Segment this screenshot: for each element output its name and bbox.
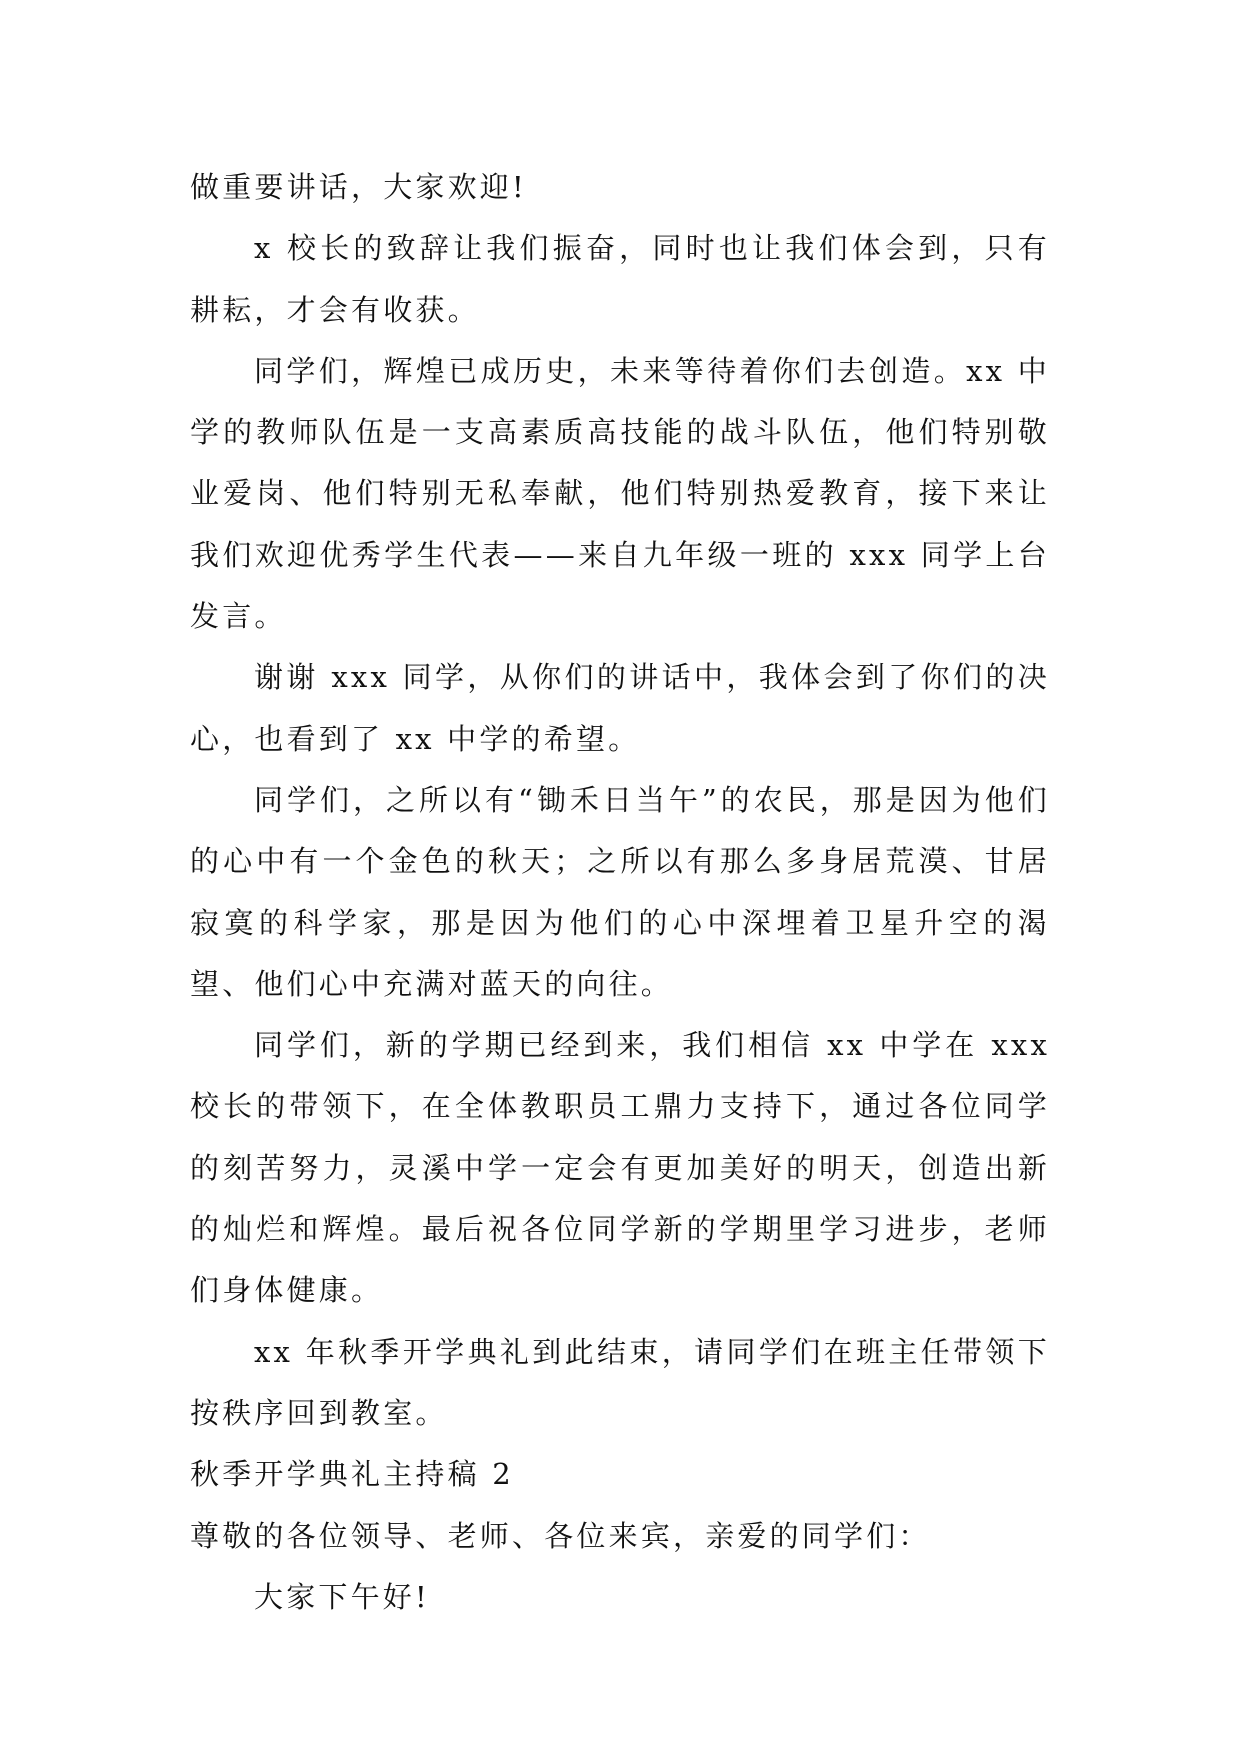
section-title: 秋季开学典礼主持稿 2 [190,1457,514,1492]
paragraph-farmer-scientist: 同学们，之所以有“锄禾日当午”的农民，那是因为他们的心中有一个金色的秋天；之所以有那么多身居荒漠、甘居寂寞的科学家，那是因为他们的心中深埋着卫星升空的渴望、他们心中充满对蓝天的向往。 [190,782,1050,1001]
paragraph-speech-intro: 做重要讲话，大家欢迎! [190,170,527,204]
greeting: 大家下午好! [254,1579,430,1614]
salutation: 尊敬的各位领导、老师、各位来宾，亲爱的同学们： [190,1518,931,1553]
paragraph-teachers-praise: 同学们，辉煌已成历史，未来等待着你们去创造。xx 中学的教师队伍是一支高素质高技能的战斗队伍，他们特别敬业爱岗、他们特别无私奉献，他们特别热爱教育，接下来让我们欢迎优秀学生代表——来自九年级一班的 xxx 同学上台发言。 [190,353,1050,634]
paragraph-thanks-student: 谢谢 xxx 同学，从你们的讲话中，我体会到了你们的决心，也看到了 xx 中学的希望。 [190,660,1050,756]
paragraph-ceremony-close: xx 年秋季开学典礼到此结束，请同学们在班主任带领下按秩序回到教室。 [190,1334,1050,1430]
document-body [190,157,1050,1628]
paragraph-new-semester: 同学们，新的学期已经到来，我们相信 xx 中学在 xxx 校长的带领下，在全体教职员工鼎力支持下，通过各位同学的刻苦努力，灵溪中学一定会有更加美好的明天，创造出新的灿烂和辉煌。最后祝各位同学新的学期里学习进步，老师们身体健康。 [190,1028,1050,1308]
paragraph-principal-remarks: x 校长的致辞让我们振奋，同时也让我们体会到，只有耕耘，才会有收获。 [190,231,1050,327]
